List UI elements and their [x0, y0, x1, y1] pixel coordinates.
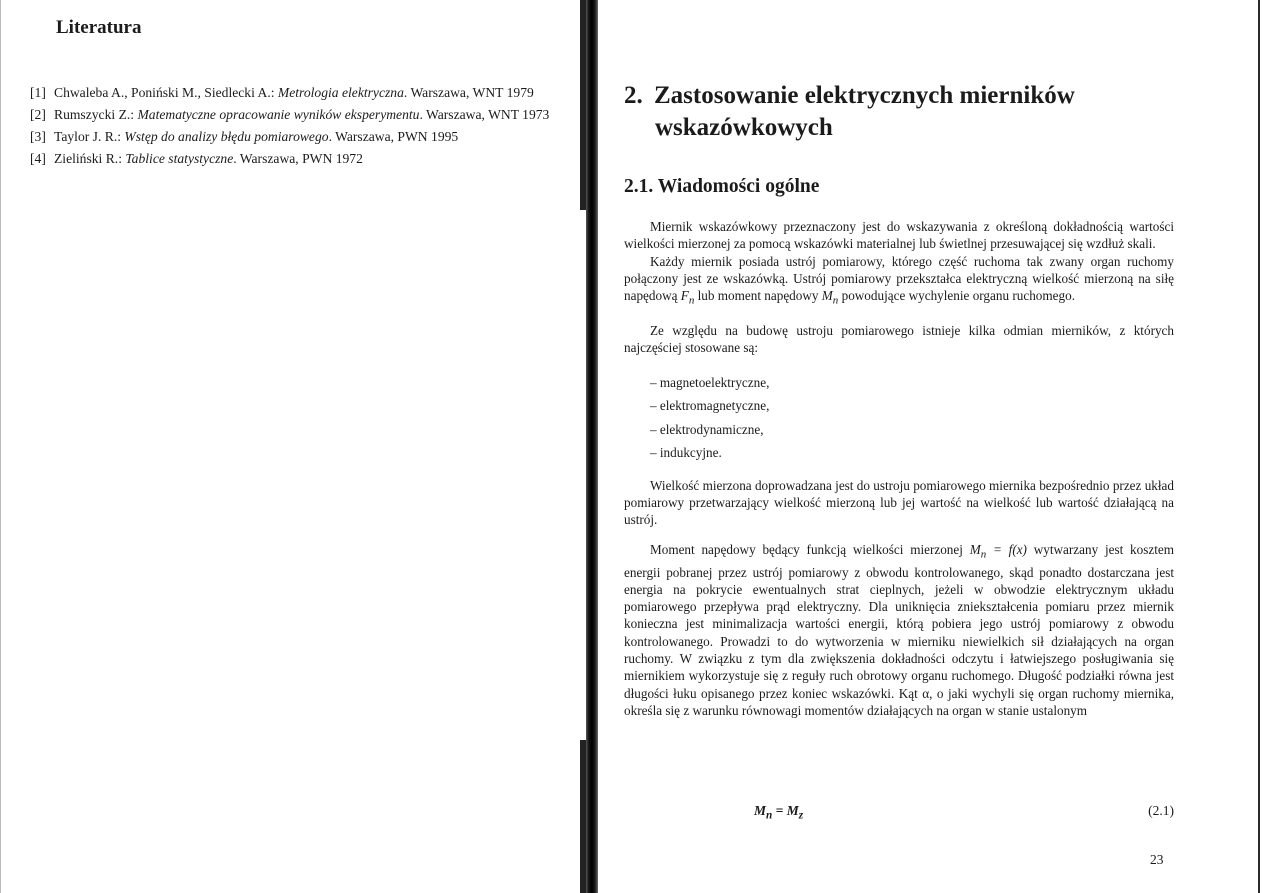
section-title: 2.1. Wiadomości ogólne [624, 176, 820, 197]
reference-number: [2] [30, 107, 46, 122]
left-page [0, 0, 588, 893]
paragraph: Miernik wskazówkowy przeznaczony jest do wskazywania z określoną dokładnością wartości wielkości mierzonej za pomocą wskazówki materialnej lub świetlnej przesuwającej się wzdłuż skali. [624, 219, 1174, 252]
reference-title: Metrologia elektryczna [277, 85, 404, 100]
equation-number: (2.1) [1148, 803, 1174, 818]
chapter-title-line2: wskazówkowych [655, 114, 833, 141]
paragraph: Każdy miernik posiada ustrój pomiarowy, którego część ruchoma tak zwany organ ruchomy połączony jest ze wskazówką. Ustrój pomiarowy przekształca elektryczną wielkość mierzoną na siłę napędową $F_n$ lub moment napędowy $M_n$ powodujące wychylenie organu ruchomego. [624, 253, 1174, 307]
paragraph: Moment napędowy będący funkcją wielkości mierzonej $M_n = f(x)$ wytwarzany jest kosztem energii pobranej przez ustrój pomiarowy z obwodu kontrolowanego, skąd ponadto dostarczana jest energia na pokrycie ewentualnych strat cieplnych, jeżeli w obwodzie elektrycznym układu pomiarowego przepływa prąd elektryczny. Dla uniknięcia zniekształcenia pomiaru przez miernik konieczna jest minimalizacja wartości energii, którą pobiera jego ustrój pomiarowy z obwodu kontrolowanego. Prowadzi to do wytworzenia w mierniku niewielkich sił działających na organ ruchomy. W związku z tym dla zwiększenia dokładności odczytu i łatwiejszego posługiwania się miernikiem wykorzystuje się z reguły ruch obrotowy organu ruchomego. Długość podziałki równa jest długości łuku opisanego przez koniec wskazówki. Kąt α, o jaki wychyli się organ ruchomy miernika, określa się z warunku równowagi momentów działających na organ w stanie ustalonym [624, 541, 1174, 718]
reference-text: Taylor J. R.: Wstęp do analizy błędu pomiarowego. Warszawa, PWN 1995 [54, 129, 459, 144]
reference-number: [3] [30, 129, 46, 144]
reference-list [30, 84, 582, 172]
reference-text: Rumszycki Z.: Matematyczne opracowanie wyników eksperymentu. Warszawa, WNT 1973 [54, 107, 550, 122]
literature-heading: Literatura [56, 17, 142, 38]
reference-item [30, 128, 582, 145]
reference-item [30, 106, 582, 123]
chapter-number: 2. [624, 82, 643, 109]
equation-2-1 [624, 803, 1174, 823]
reference-text: Chwaleba A., Poniński M., Siedlecki A.: Metrologia elektryczna. Warszawa, WNT 1979 [54, 85, 534, 100]
paragraph: Ze względu na budowę ustroju pomiarowego istnieje kilka odmian mierników, z których najczęściej stosowane są: [624, 323, 1174, 356]
list-item: – elektromagnetyczne, [650, 398, 770, 414]
list-item: – magnetoelektryczne, [650, 374, 770, 390]
reference-title: Tablice statystyczne [125, 151, 234, 166]
reference-item [30, 150, 582, 167]
chapter-title-line1: Zastosowanie elektrycznych mierników [654, 82, 1075, 109]
right-page [598, 0, 1262, 893]
list-item: – elektrodynamiczne, [650, 421, 764, 437]
equation-expression: $M_n = M_z$ [754, 803, 804, 822]
reference-title: Matematyczne opracowanie wyników eksperymentu [137, 107, 420, 122]
page-number: 23 [1150, 852, 1164, 867]
reference-title: Wstęp do analizy błędu pomiarowego [124, 129, 329, 144]
page-edge-right [1258, 0, 1260, 893]
meter-type-list [624, 371, 1174, 465]
chapter-title [624, 80, 1204, 144]
body-text [624, 218, 1174, 719]
paragraph: Wielkość mierzona doprowadzana jest do ustroju pomiarowego miernika bezpośrednio przez układ pomiarowy przetwarzający wielkość mierzoną lub jej wartość na wielkość lub wartość działającą na ustrój. [624, 477, 1174, 528]
reference-item [30, 84, 582, 101]
list-item: – indukcyjne. [650, 445, 722, 461]
book-binding [586, 0, 598, 893]
reference-number: [1] [30, 85, 46, 100]
reference-text: Zieliński R.: Tablice statystyczne. Warszawa, PWN 1972 [54, 151, 363, 166]
reference-number: [4] [30, 151, 46, 166]
